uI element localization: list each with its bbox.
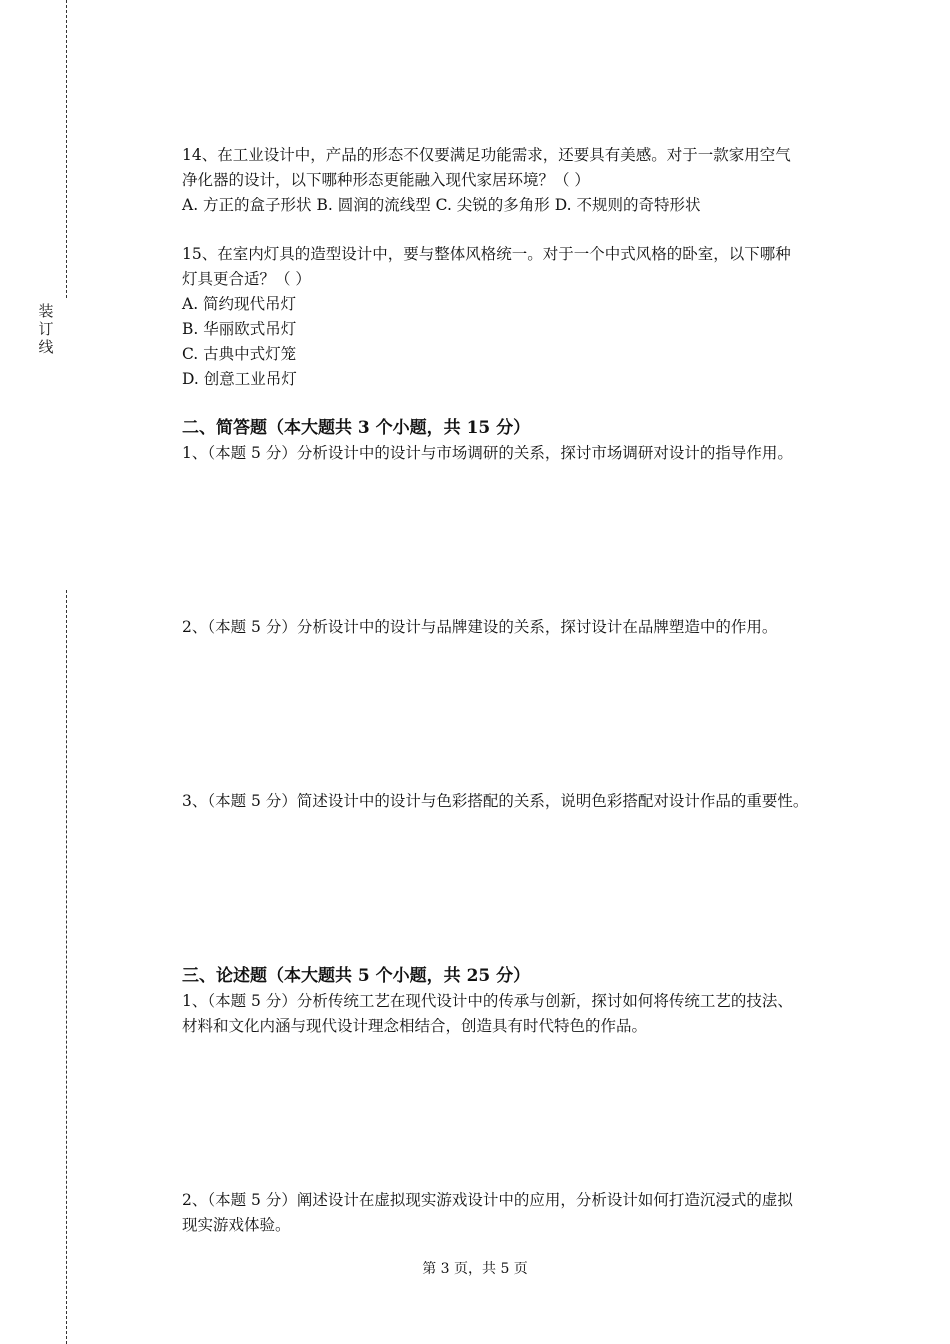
short-answer-question-2: 2、（本题 5 分）分析设计中的设计与品牌建设的关系，探讨设计在品牌塑造中的作用。 xyxy=(182,618,778,636)
short-answer-question-1: 1、（本题 5 分）分析设计中的设计与市场调研的关系，探讨市场调研对设计的指导作用。 xyxy=(182,444,793,462)
question-text: 灯具更合适？（ ） xyxy=(182,270,311,288)
section-3-title: 三、论述题（本大题共 5 个小题，共 25 分） xyxy=(182,966,531,986)
question-text: 2、（本题 5 分）阐述设计在虚拟现实游戏设计中的应用，分析设计如何打造沉浸式的虚拟 xyxy=(182,1191,793,1209)
short-answer-question-3: 3、（本题 5 分）简述设计中的设计与色彩搭配的关系，说明色彩搭配对设计作品的重要性。 xyxy=(182,792,809,810)
question-text: 材料和文化内涵与现代设计理念相结合，创造具有时代特色的作品。 xyxy=(182,1017,648,1035)
binding-label-char: 线 xyxy=(38,338,54,356)
question-text: 15、在室内灯具的造型设计中，要与整体风格统一。对于一个中式风格的卧室，以下哪种 xyxy=(182,245,791,263)
essay-question-1 xyxy=(182,989,852,1039)
question-text: 净化器的设计，以下哪种形态更能融入现代家居环境？（ ） xyxy=(182,171,590,189)
binding-label-char: 订 xyxy=(38,320,54,338)
question-options: A. 方正的盒子形状 B. 圆润的流线型 C. 尖锐的多角形 D. 不规则的奇特形状 xyxy=(182,196,701,214)
question-15 xyxy=(182,242,852,392)
binding-line-bottom xyxy=(66,590,67,1344)
page-footer: 第 3 页，共 5 页 xyxy=(422,1261,528,1277)
option-b: B. 华丽欧式吊灯 xyxy=(182,320,297,338)
option-c: C. 古典中式灯笼 xyxy=(182,345,297,363)
question-14 xyxy=(182,143,852,218)
question-text: 14、在工业设计中，产品的形态不仅要满足功能需求，还要具有美感。对于一款家用空气 xyxy=(182,146,791,164)
binding-line-top xyxy=(66,0,67,298)
binding-label-char: 装 xyxy=(38,302,54,320)
section-2-title: 二、简答题（本大题共 3 个小题，共 15 分） xyxy=(182,418,531,438)
option-a: A. 简约现代吊灯 xyxy=(182,295,297,313)
question-text: 现实游戏体验。 xyxy=(182,1216,291,1234)
essay-question-2 xyxy=(182,1188,852,1238)
question-text: 1、（本题 5 分）分析传统工艺在现代设计中的传承与创新，探讨如何将传统工艺的技法、 xyxy=(182,992,793,1010)
option-d: D. 创意工业吊灯 xyxy=(182,370,297,388)
binding-line-label xyxy=(36,302,56,356)
